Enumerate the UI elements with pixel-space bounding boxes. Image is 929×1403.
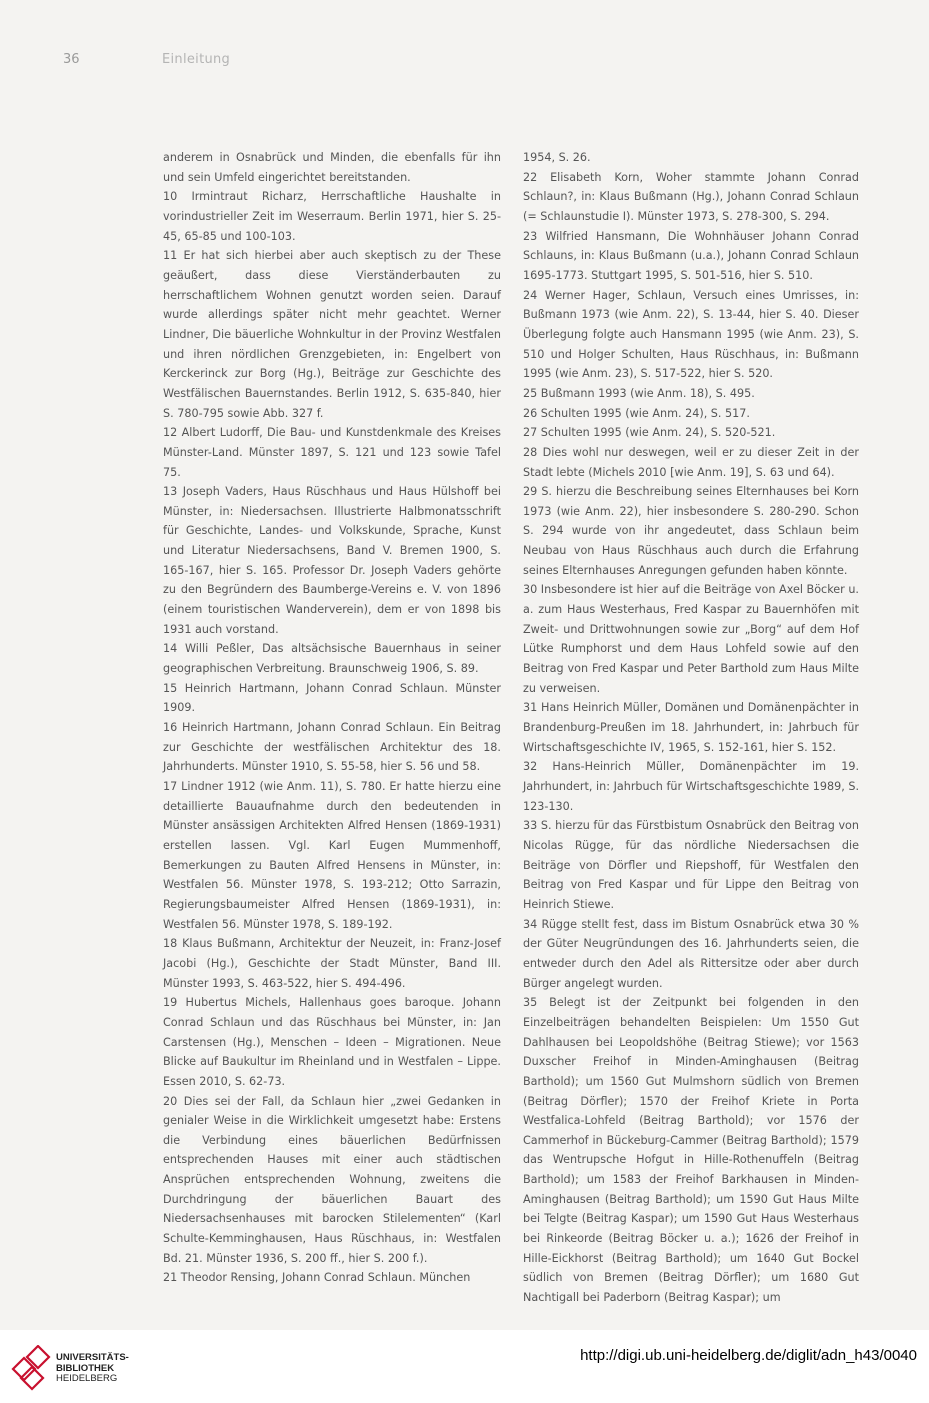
footnote-paragraph: 18 Klaus Bußmann, Architektur der Neuzeit, in: Franz-Josef Jacobi (Hg.), Geschichte der Stadt Münster, Band III. Münster 1993, S. 463-522, hier S. 494-496. [163, 937, 501, 990]
library-name-line: HEIDELBERG [56, 1373, 118, 1384]
source-url-link[interactable]: http://digi.ub.uni-heidelberg.de/diglit/adn_h43/0040 [580, 1347, 917, 1364]
footnote-paragraph: 17 Lindner 1912 (wie Anm. 11), S. 780. Er hatte hierzu eine detaillierte Bauaufnahme durch den bedeutenden in Münster ansässigen Architekten Alfred Hensen (1869-1931) erstellen lassen. Vgl. Karl Eugen Mummenhoff, Bemerkungen zu Bauten Alfred Hensens in Münster, in: Westfalen 56. Münster 1978, S. 193-212; Otto Sarrazin, Regierungsbaumeister Alfred Hensen (1869-1931), in: Westfalen 56. Münster 1978, S. 189-192. [163, 780, 501, 931]
footnote-paragraph: 32 Hans-Heinrich Müller, Domänenpächter im 19. Jahrhundert, in: Jahrbuch für Wirtschaftsgeschichte 1989, S. 123-130. [523, 760, 859, 813]
footnote-paragraph: 25 Bußmann 1993 (wie Anm. 18), S. 495. [523, 386, 755, 400]
footer-band [0, 1330, 929, 1403]
footnote-paragraph: 30 Insbesondere ist hier auf die Beiträge von Axel Böcker u. a. zum Haus Westerhaus, Fred Kaspar zu Bauernhöfen mit Zweit- und Drittwohnungen sowie zur „Borg“ auf dem Hof Lütke Rumphorst und dem Haus Lohfeld sowie auf den Beitrag von Fred Kaspar und Peter Barthold zum Haus Milte zu verweisen. [523, 583, 859, 695]
footnotes-left-column [163, 148, 501, 1288]
footnote-paragraph: 34 Rügge stellt fest, dass im Bistum Osnabrück etwa 30 % der Güter Neugründungen des 16. Jahrhunderts seien, die entweder durch den Adel als Rittersitze oder aber durch Bürger angelegt wurden. [523, 917, 859, 990]
footnote-paragraph: 21 Theodor Rensing, Johann Conrad Schlaun. München [163, 1271, 471, 1285]
library-name [56, 1353, 129, 1385]
footnote-paragraph: 27 Schulten 1995 (wie Anm. 24), S. 520-521. [523, 426, 776, 440]
footnote-paragraph: 14 Willi Peßler, Das altsächsische Bauernhaus in seiner geographischen Verbreitung. Braunschweig 1906, S. 89. [163, 642, 501, 676]
footnote-paragraph: 15 Heinrich Hartmann, Johann Conrad Schlaun. Münster 1909. [163, 681, 501, 715]
footnote-paragraph: 11 Er hat sich hierbei aber auch skeptisch zu der These geäußert, dass diese Vierständerbauten zu herrschaftlichem Wohnen genutzt worden seien. Darauf wurde allerdings später nicht mehr geachtet. Werner Lindner, Die bäuerliche Wohnkultur in der Provinz Westfalen und ihren nördlichen Grenzgebieten, in: Engelbert von Kerckerinck zur Borg (Hg.), Beiträge zur Geschichte des Westfälischen Bauernstandes. Berlin 1912, S. 635-840, hier S. 780-795 sowie Abb. 327 f. [163, 249, 501, 420]
footnote-paragraph: 19 Hubertus Michels, Hallenhaus goes baroque. Johann Conrad Schlaun und das Rüschhaus bei Münster, in: Jan Carstensen (Hg.), Menschen – Ideen – Migrationen. Neue Blicke auf Baukultur im Rheinland und in Westfalen – Lippe. Essen 2010, S. 62-73. [163, 996, 501, 1088]
footnote-paragraph: 31 Hans Heinrich Müller, Domänen und Domänenpächter in Brandenburg-Preußen im 18. Jahrhundert, in: Jahrbuch für Wirtschaftsgeschichte IV, 1965, S. 152-161, hier S. 152. [523, 701, 859, 754]
footnote-paragraph: 28 Dies wohl nur deswegen, weil er zu dieser Zeit in der Stadt lebte (Michels 2010 [wie Anm. 19], S. 63 und 64). [523, 445, 859, 479]
footnote-paragraph: 29 S. hierzu die Beschreibung seines Elternhauses bei Korn 1973 (wie Anm. 22), hier insbesondere S. 280-290. Schon S. 294 wurde von ihr angedeutet, dass Schlaun beim Neubau von Haus Rüschhaus auch durch die Erfahrung seines Elternhauses Anregungen gefunden haben könnte. [523, 485, 859, 577]
footnote-paragraph: 24 Werner Hager, Schlaun, Versuch eines Umrisses, in: Bußmann 1973 (wie Anm. 22), S. 13-44, hier S. 40. Dieser Überlegung folgte auch Hansmann 1995 (wie Anm. 23), S. 510 und Holger Schulten, Haus Rüschhaus, in: Bußmann 1995 (wie Anm. 23), S. 517-522, hier S. 520. [523, 288, 859, 381]
footnote-paragraph: 33 S. hierzu für das Fürstbistum Osnabrück den Beitrag von Nicolas Rügge, für das nördliche Niedersachsen die Beiträge von Dörfler und Riepshoff, für Westfalen den Beitrag von Fred Kaspar und für Lippe den Beitrag von Heinrich Stiewe. [523, 819, 859, 911]
footnote-paragraph: 12 Albert Ludorff, Die Bau- und Kunstdenkmale des Kreises Münster-Land. Münster 1897, S. 121 und 123 sowie Tafel 75. [163, 426, 501, 479]
footnotes-right-column [523, 148, 859, 1308]
running-title: Einleitung [162, 52, 231, 67]
library-logo-icon [10, 1345, 52, 1391]
library-name-line: BIBLIOTHEK [56, 1362, 115, 1374]
footnote-paragraph: 22 Elisabeth Korn, Woher stammte Johann Conrad Schlaun?, in: Klaus Bußmann (Hg.), Johann Conrad Schlaun (= Schlaunstudie I). Münster 1973, S. 278-300, S. 294. [523, 170, 859, 223]
footnote-paragraph: 26 Schulten 1995 (wie Anm. 24), S. 517. [523, 406, 750, 420]
footnote-paragraph: 35 Belegt ist der Zeitpunkt bei folgenden in den Einzelbeiträgen behandelten Beispielen: Um 1550 Gut Dahlhausen bei Leopoldshöhe (Beitrag Stiewe); vor 1563 Duxscher Freihof in Minden-Aminghausen (Beitrag Barthold); um 1560 Gut Mulmshorn südlich von Bremen (Beitrag Dörfler); 1570 der Freihof Kriete in Porta Westfalica-Lohfeld (Beitrag Barthold); vor 1576 der Cammerhof in Bückeburg-Cammer (Beitrag Barthold); 1579 das Wentrupsche Hofgut in Hille-Rothenuffeln (Beitrag Barthold); um 1583 der Freihof Barkhausen in Minden-Aminghausen (Beitrag Barthold); um 1590 Gut Haus Milte bei Telgte (Beitrag Kaspar); um 1590 Gut Haus Westerhaus bei Rinkeorde (Beitrag Böcker u. a.); 1626 der Freihof in Hille-Eickhorst (Beitrag Barthold); um 1640 Gut Bockel südlich von Bremen (Beitrag Dörfler); um 1680 Gut Nachtigall bei Paderborn (Beitrag Kaspar); um [523, 996, 859, 1305]
footnote-paragraph: 13 Joseph Vaders, Haus Rüschhaus und Haus Hülshoff bei Münster, in: Niedersachsen. Illustrierte Halbmonatsschrift für Geschichte, Landes- und Volkskunde, Sprache, Kunst und Literatur Niedersachsens, Band V. Bremen 1900, S. 165-167, hier S. 165. Professor Dr. Joseph Vaders gehörte zu den Begründern des Baumberge-Vereins e. V. von 1896 (einem touristischen Wanderverein), dem er von 1898 bis 1931 auch vorstand. [163, 485, 501, 636]
footnote-paragraph: 1954, S. 26. [523, 151, 591, 164]
page-number: 36 [63, 52, 80, 67]
footnote-paragraph: 10 Irmintraut Richarz, Herrschaftliche Haushalte in vorindustrieller Zeit im Weserraum. Berlin 1971, hier S. 25-45, 65-85 und 100-103. [163, 190, 501, 243]
footnote-paragraph: 16 Heinrich Hartmann, Johann Conrad Schlaun. Ein Beitrag zur Geschichte der westfälischen Architektur des 18. Jahrhunderts. Münster 1910, S. 55-58, hier S. 56 und 58. [163, 721, 501, 774]
footnote-paragraph: 20 Dies sei der Fall, da Schlaun hier „zwei Gedanken in genialer Weise in die Wirklichkeit umgesetzt habe: Erstens die Verbindung eines bäuerlichen Bedürfnissen entsprechenden Hauses mit einer auch städtischen Ansprüchen entsprechenden Wohnung, zweitens die Durchdringung der bäuerlichen Bauart des Niedersachsenhauses mit barocken Stilelementen“ (Karl Schulte-Kemminghausen, Haus Rüschhaus, in: Westfalen Bd. 21. Münster 1936, S. 200 ff., hier S. 200 f.). [163, 1094, 501, 1265]
footnote-paragraph: 23 Wilfried Hansmann, Die Wohnhäuser Johann Conrad Schlauns, in: Klaus Bußmann (u.a.), Johann Conrad Schlaun 1695-1773. Stuttgart 1995, S. 501-516, hier S. 510. [523, 229, 859, 282]
footnote-paragraph: anderem in Osnabrück und Minden, die ebenfalls für ihn und sein Umfeld eingerichtet bereitstanden. [163, 151, 501, 184]
library-name-line: UNIVERSITÄTS- [56, 1352, 129, 1363]
